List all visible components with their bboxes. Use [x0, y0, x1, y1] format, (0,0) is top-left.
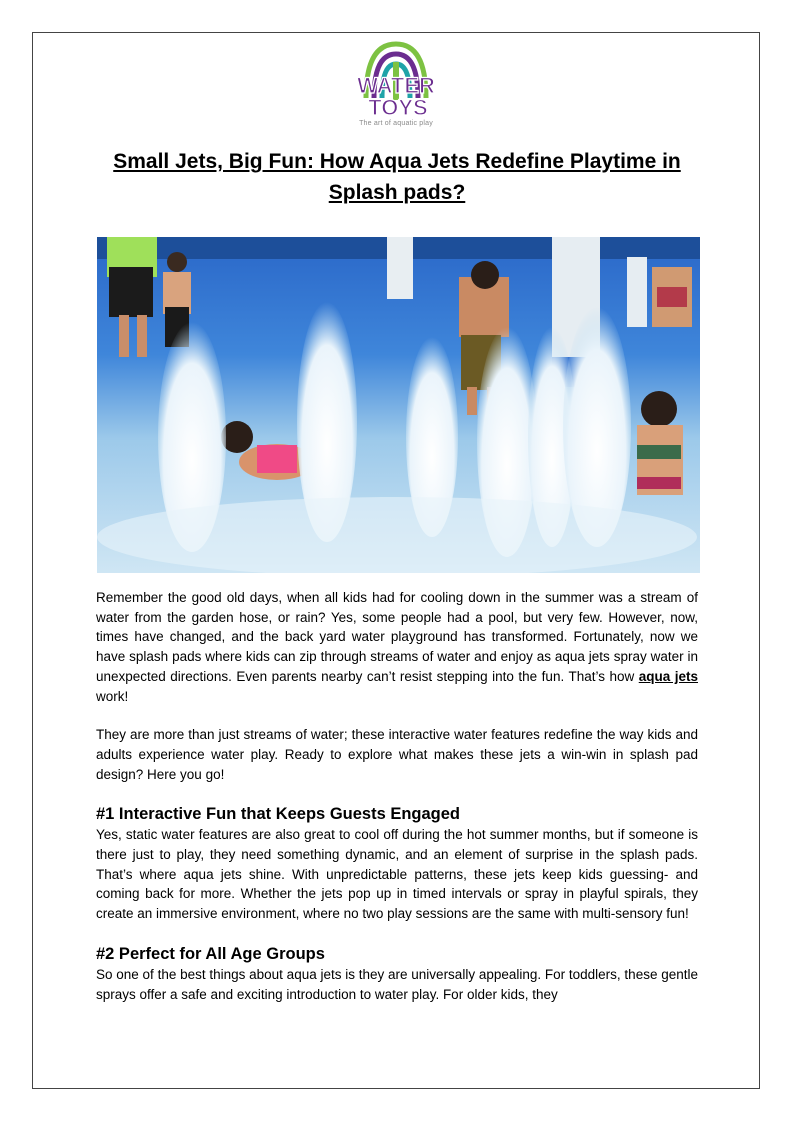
section-heading: #1 Interactive Fun that Keeps Guests Engaged — [96, 805, 461, 824]
section-body: Yes, static water features are also great to cool off during the hot summer months, but if someone is there just to play, they need something dynamic, and an element of surprise in the splash pads. That’s where aqua jets shine. With unpredictable patterns, these jets keep kids guessing- and coming back for more. Whether the jets pop up in timed intervals or spray in playful spirals, they create an immersive environment, where no two play sessions are the same with multi-sensory fun! — [96, 827, 698, 922]
aqua-jets-link[interactable]: aqua jets — [638, 668, 698, 684]
logo-wordmark-line2: TOYS — [368, 95, 428, 120]
section-heading: #2 Perfect for All Age Groups — [96, 944, 325, 963]
logo-wordmark-line1: WATER — [357, 73, 435, 98]
logo-tagline: The art of aquatic play — [359, 120, 433, 127]
article-body — [96, 588, 698, 1023]
splash-pad-photo — [97, 237, 700, 573]
intro-paragraph: Remember the good old days, when all kids had for cooling down in the summer was a stream of water from the garden hose, or rain? Yes, some people had a pool, but very few. However, now, times have changed, and the back yard water playground has transformed. Fortunately, now we have splash pads where kids can zip through streams of water and enjoy as aqua jets spray water in unexpected directions. Even parents nearby can’t resist stepping into the fun. That’s how aqua jets work! — [96, 590, 698, 704]
section-body: So one of the best things about aqua jets is they are universally appealing. For toddlers, these gentle sprays offer a safe and exciting introduction to water play. For older kids, they — [96, 966, 698, 1002]
second-paragraph: They are more than just streams of water; these interactive water features redefine the way kids and adults experience water play. Ready to explore what makes these jets a win-win in splash pad design? Here you go! — [96, 727, 698, 782]
page-title: Small Jets, Big Fun: How Aqua Jets Redefine Playtime in Splash pads? — [113, 150, 681, 204]
